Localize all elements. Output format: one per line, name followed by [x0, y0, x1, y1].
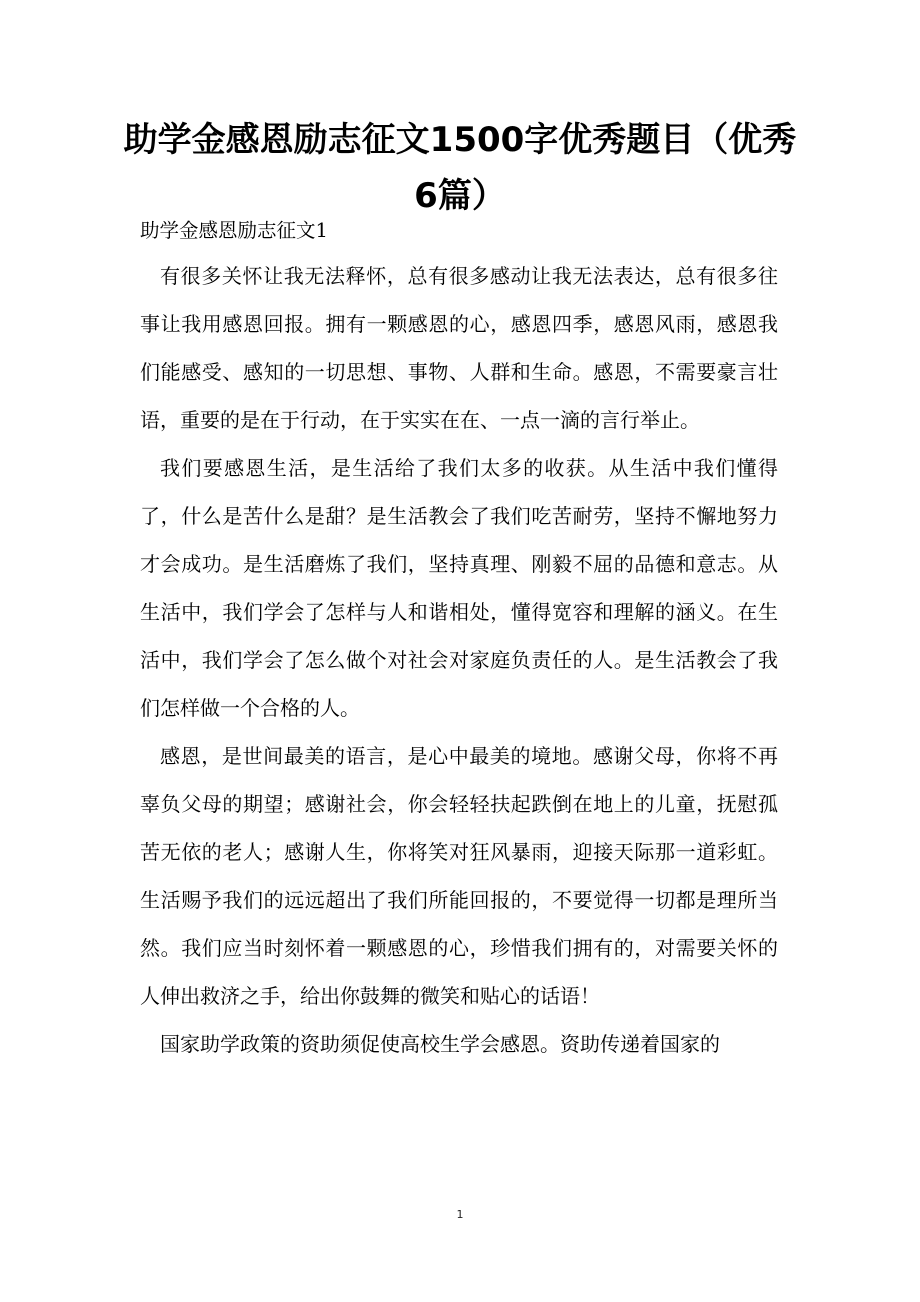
paragraph-4: 国家助学政策的资助须促使高校生学会感恩。资助传递着国家的	[160, 1032, 720, 1056]
page-number: 1	[456, 1208, 464, 1221]
section-heading: 助学金感恩励志征文1	[140, 219, 328, 242]
paragraph-2: 我们要感恩生活，是生活给了我们太多的收获。从生活中我们懂得了，什么是苦什么是甜？是生活教会了我们吃苦耐劳，坚持不懈地努力才会成功。是生活磨炼了我们，坚持真理、刚毅不屈的品德和意志。从生活中，我们学会了怎样与人和谐相处，懂得宽容和理解的涵义。在生活中，我们学会了怎么做个对社会对家庭负责任的人。是生活教会了我们怎样做一个合格的人。	[140, 456, 778, 720]
document-body	[140, 214, 778, 1068]
document-title: 助学金感恩励志征文1500字优秀题目（优秀6篇）	[123, 120, 797, 216]
paragraph-3: 感恩，是世间最美的语言，是心中最美的境地。感谢父母，你将不再辜负父母的期望；感谢社会，你会轻轻扶起跌倒在地上的儿童，抚慰孤苦无依的老人；感谢人生，你将笑对狂风暴雨，迎接天际那一道彩虹。生活赐予我们的远远超出了我们所能回报的，不要觉得一切都是理所当然。我们应当时刻怀着一颗感恩的心，珍惜我们拥有的，对需要关怀的人伸出救济之手，给出你鼓舞的微笑和贴心的话语！	[140, 744, 778, 1008]
paragraph-1: 有很多关怀让我无法释怀，总有很多感动让我无法表达，总有很多往事让我用感恩回报。拥有一颗感恩的心，感恩四季，感恩风雨，感恩我们能感受、感知的一切思想、事物、人群和生命。感恩，不需要豪言壮语，重要的是在于行动，在于实实在在、一点一滴的言行举止。	[140, 264, 778, 432]
